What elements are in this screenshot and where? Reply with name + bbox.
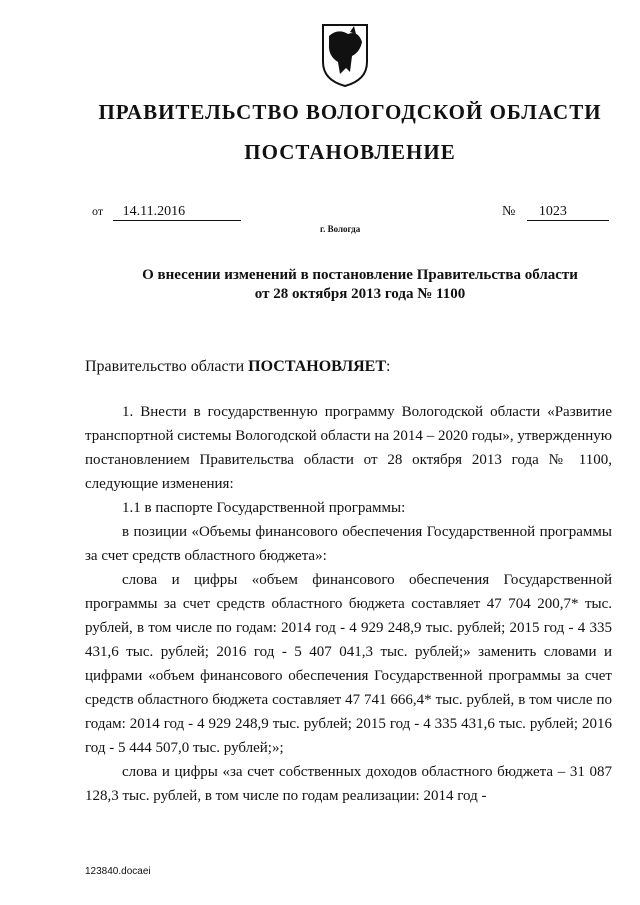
number-field	[502, 204, 609, 221]
intro-text: Правительство области	[85, 358, 249, 375]
paragraph: 1.1 в паспорте Государственной программы:	[122, 500, 406, 516]
subject-line-2: от 28 октября 2013 года № 1100	[254, 286, 466, 302]
date-label: от	[92, 204, 104, 218]
paragraph: слова и цифры «объем финансового обеспечения Государственной программы за счет средств областного бюджета составляет 47 704 200,7* тыс. рублей, в том числе по годам: 2014 год - 4 929 248,9 тыс. рублей; 2015 год - 4 335 431,6 тыс. рублей; 2016 год - 5 407 041,3 тыс. рублей;» заменить словами и цифрами «объем финансового обеспечения Государственной программы за счет средств областного бюджета составляет 47 741 666,4* тыс. рублей, в том числе по годам: 2014 год - 4 929 248,9 тыс. рублей; 2015 год - 4 335 431,6 тыс. рублей; 2016 год - 5 444 507,0 тыс. рублей;»;	[85, 572, 612, 756]
file-reference: 123840.docaei	[85, 866, 151, 877]
number-value: 1023	[527, 204, 609, 221]
paragraph: 1. Внести в государственную программу Вологодской области «Развитие транспортной системы Вологодской области на 2014 – 2020 годы», утвержденную постановлением Правительства области от 28 октября 2013 года № 1100, следующие изменения:	[85, 404, 612, 492]
paragraph: в позиции «Объемы финансового обеспечения Государственной программы за счет средств областного бюджета»:	[85, 524, 612, 564]
document-type: ПОСТАНОВЛЕНИЕ	[244, 140, 456, 164]
number-label: №	[502, 204, 516, 219]
intro-tail: :	[386, 358, 391, 375]
resolution-intro	[85, 358, 390, 376]
coat-of-arms-icon	[320, 22, 370, 88]
document-subject	[80, 266, 640, 304]
city-label: г. Вологда	[320, 224, 361, 234]
intro-emphasis: ПОСТАНОВЛЯЕТ	[248, 358, 387, 375]
date-value: 14.11.2016	[113, 204, 241, 221]
document-body	[85, 400, 612, 808]
paragraph: слова и цифры «за счет собственных доходов областного бюджета – 31 087 128,3 тыс. рублей, в том числе по годам реализации: 2014 год -	[85, 764, 612, 804]
government-title: ПРАВИТЕЛЬСТВО ВОЛОГОДСКОЙ ОБЛАСТИ	[98, 100, 602, 124]
subject-line-1: О внесении изменений в постановление Правительства области	[142, 267, 578, 283]
date-field	[92, 204, 241, 221]
